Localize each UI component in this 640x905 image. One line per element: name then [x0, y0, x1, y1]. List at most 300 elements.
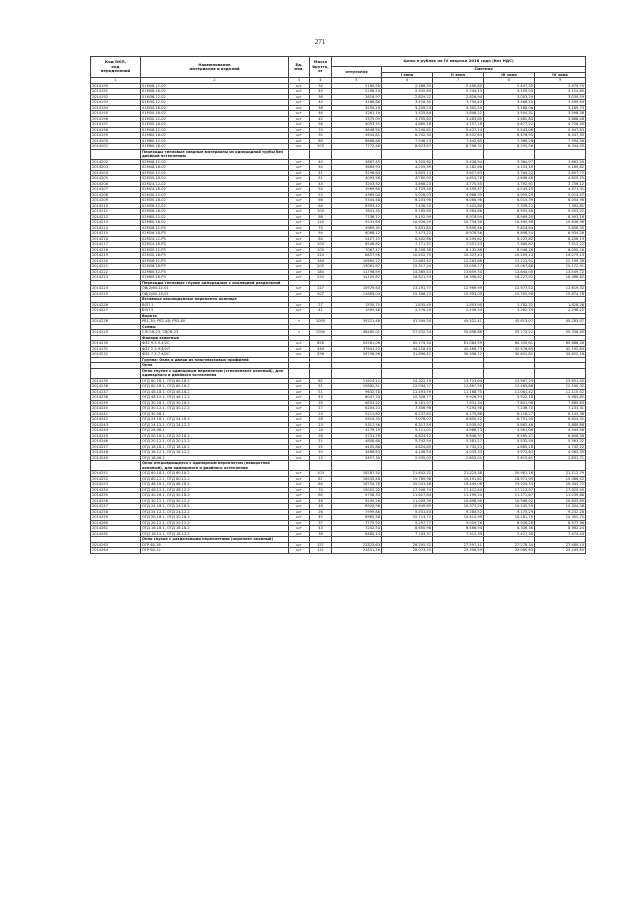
item-unit: шт	[289, 548, 310, 554]
price-wholesale: 7736,12	[332, 214, 382, 220]
price-zone-2: 16.398,82	[433, 275, 484, 281]
item-unit: шт	[289, 444, 310, 450]
price-wholesale: 10665,27	[332, 258, 382, 264]
price-wholesale: 12883,03	[332, 291, 382, 297]
item-code: 2014199	[91, 133, 141, 139]
item-mass: 203	[310, 264, 332, 270]
price-wholesale: 3466,63	[332, 450, 382, 456]
item-mass: 1000	[310, 319, 332, 325]
price-zone-2: 25.358,59	[433, 548, 484, 554]
item-unit: шт	[289, 242, 310, 248]
item-name: ОГД 48.18.1, ОГД 48.18.2	[141, 482, 289, 488]
price-wholesale: 9249,26	[332, 498, 382, 504]
item-code: 2014244	[91, 428, 141, 434]
item-name: 01М60.18-02	[141, 133, 289, 139]
price-wholesale: 6546,82	[332, 242, 382, 248]
item-unit: шт	[289, 395, 310, 401]
price-wholesale: 1530,75	[332, 302, 382, 308]
price-wholesale: 6668,86	[332, 138, 382, 144]
price-zone-1: 10.649,69	[382, 504, 433, 510]
item-code: 2014216	[91, 236, 141, 242]
section-title: Окна	[141, 363, 289, 369]
price-zone-2: 9.926,53	[433, 395, 484, 401]
price-zone-1: 20.041,46	[382, 482, 433, 488]
price-wholesale: 7772,46	[332, 144, 382, 150]
price-zone-3: 55.173,22	[484, 330, 535, 336]
item-code: 2014211	[91, 209, 141, 215]
item-code: 2014226	[91, 302, 141, 308]
price-wholesale: 39221,48	[332, 319, 382, 325]
item-name: 01М48.16-02	[141, 89, 289, 95]
header-mass: Масса брутто, кг	[310, 57, 332, 78]
price-zone-3: 5.532,59	[484, 439, 535, 445]
item-mass: 42	[310, 116, 332, 122]
item-code: 2014261	[91, 526, 141, 532]
item-code: 2014224	[91, 286, 141, 292]
item-code: 2014243	[91, 422, 141, 428]
price-table	[90, 56, 586, 554]
item-mass: 53	[310, 192, 332, 198]
header-code: Код ОКП, код переделений	[91, 57, 141, 78]
item-code: 2014195	[91, 111, 141, 117]
price-zone-2: 9.084,86	[433, 209, 484, 215]
price-zone-3: 13.567,29	[484, 378, 535, 384]
item-name: ОГД 24.12.1, ОГД 24.12.2	[141, 422, 289, 428]
item-name: 02М36.12-РЗ	[141, 258, 289, 264]
price-zone-4: 25.245,85	[535, 548, 586, 554]
item-mass: 157	[310, 542, 332, 548]
price-zone-3: 3.504,31	[484, 111, 535, 117]
price-zone-1: 13.191,77	[382, 286, 433, 292]
item-mass: 46	[310, 498, 332, 504]
item-code: 2014235	[91, 378, 141, 384]
item-mass: 103	[310, 471, 332, 477]
price-zone-1: 2.332,64	[382, 89, 433, 95]
price-zone-2: 7.512,39	[433, 531, 484, 537]
price-zone-2: 10.734,30	[433, 220, 484, 226]
price-zone-4: 6.606,34	[535, 433, 586, 439]
item-unit: шт	[289, 417, 310, 423]
price-zone-1: 8.623,47	[382, 144, 433, 150]
section-price-cell	[433, 149, 484, 159]
price-zone-3: 25.060,63	[484, 548, 535, 554]
price-zone-1: 3.209,23	[382, 105, 433, 111]
price-zone-3: 42.476,69	[484, 346, 535, 352]
price-zone-3: 60.339,61	[484, 341, 535, 347]
item-name: 02М24.18-02	[141, 187, 289, 193]
item-name: ОГД 18.18.1, ОГД 18.18.2	[141, 444, 289, 450]
price-zone-3: 9.175,29	[484, 509, 535, 515]
price-zone-3: 20.981,16	[484, 471, 535, 477]
price-wholesale: 3298,63	[332, 170, 382, 176]
item-mass: 41	[310, 308, 332, 314]
price-wholesale: 5919,35	[332, 417, 382, 423]
item-mass: 207	[310, 291, 332, 297]
price-zone-2: 5.690,46	[433, 225, 484, 231]
item-mass: 103	[310, 144, 332, 150]
item-unit: шт	[289, 247, 310, 253]
item-name: 02М30.18-02	[141, 198, 289, 204]
section-mass-cell	[310, 368, 332, 378]
item-mass: 826	[310, 341, 332, 347]
item-code: 2014248	[91, 450, 141, 456]
price-zone-4: 11.239,88	[535, 493, 586, 499]
price-zone-1: 31.896,41	[382, 352, 433, 358]
price-zone-2: 5.935,92	[433, 422, 484, 428]
price-zone-4: 10.352,75	[535, 515, 586, 521]
price-zone-4: 7.889,63	[535, 400, 586, 406]
item-unit: шт	[289, 236, 310, 242]
section-title: Окно открывающееся с одинарным переплетом (поворотное оконный), для одинарного и двойного остекления	[141, 461, 289, 471]
price-wholesale: 2160,50	[332, 83, 382, 89]
item-mass: 64	[310, 203, 332, 209]
item-unit: шт	[289, 515, 310, 521]
item-unit: шт	[289, 504, 310, 510]
price-zone-4: 3.189,73	[535, 105, 586, 111]
price-zone-3: 19.224,33	[484, 482, 535, 488]
price-zone-4: 8.993,16	[535, 214, 586, 220]
price-wholesale: 4093,56	[332, 176, 382, 182]
price-zone-3: 4.153,19	[484, 165, 535, 171]
header-zone-2: II зона	[433, 72, 484, 78]
price-zone-3: 5.624,64	[484, 225, 535, 231]
price-zone-1: 6.317,59	[382, 422, 433, 428]
item-unit: шт	[289, 111, 310, 117]
item-name: 02М60.12-РЗ	[141, 269, 289, 275]
price-wholesale: 4808,68	[332, 439, 382, 445]
price-zone-4: 9.232,28	[535, 509, 586, 515]
price-zone-1: 3.418,35	[382, 100, 433, 106]
price-wholesale: 1909,48	[332, 308, 382, 314]
price-wholesale: 4369,04	[332, 192, 382, 198]
price-zone-3: 8.292,56	[484, 144, 535, 150]
header-unit: Ед. изм.	[289, 57, 310, 78]
price-zone-1: 2.276,29	[382, 308, 433, 314]
item-code: 2014230	[91, 341, 141, 347]
header-name: Наименование материалов и изделий	[141, 57, 289, 78]
item-unit: шт	[289, 89, 310, 95]
price-zone-4: 3.598,38	[535, 111, 586, 117]
price-zone-2: 3.827,83	[433, 170, 484, 176]
item-code: 2014194	[91, 105, 141, 111]
price-zone-2: 1.803,90	[433, 302, 484, 308]
price-zone-3: 6.227,82	[484, 236, 535, 242]
item-code: 2014222	[91, 269, 141, 275]
price-zone-1: 26.295,52	[382, 542, 433, 548]
price-zone-4: 4.742,22	[535, 444, 586, 450]
price-zone-4: 10.633,69	[535, 498, 586, 504]
price-zone-4: 12.619,32	[535, 286, 586, 292]
item-name: 02М36.18-РЗ	[141, 264, 289, 270]
price-zone-4: 1.828,26	[535, 302, 586, 308]
section-price-cell	[433, 461, 484, 471]
price-zone-4: 19.086,92	[535, 476, 586, 482]
item-mass: 51	[310, 389, 332, 395]
price-zone-3: 7.366,28	[484, 138, 535, 144]
price-zone-2: 13.659,50	[433, 269, 484, 275]
section-title: Переходы тепловые глухие однорядные с изоляцией раздельной	[141, 280, 289, 286]
item-name: ОГД 18.06.1	[141, 455, 289, 461]
section-price-cell	[332, 149, 382, 159]
price-zone-1: 19.769,98	[382, 476, 433, 482]
price-zone-1: 5.851,81	[382, 225, 433, 231]
price-zone-4: 3.662,59	[535, 159, 586, 165]
item-mass: 74	[310, 127, 332, 133]
item-mass: 74	[310, 487, 332, 493]
item-name: 02М30.12-РЗ	[141, 247, 289, 253]
price-zone-3: 2.615,61	[484, 455, 535, 461]
price-zone-1: 2.935,03	[382, 455, 433, 461]
price-zone-1: 6.742,34	[382, 133, 433, 139]
price-zone-1: 3.525,84	[382, 111, 433, 117]
price-zone-3: 27.278,34	[484, 542, 535, 548]
item-name: СЛС18-23, СВСВ-23	[141, 330, 289, 336]
header-zone-3: III зона	[484, 72, 535, 78]
table-row	[91, 548, 586, 554]
item-name: 02М24.12-РЗ	[141, 236, 289, 242]
item-code: 2014217	[91, 242, 141, 248]
price-zone-3: 10.209,13	[484, 253, 535, 259]
section-price-cell	[332, 368, 382, 378]
price-zone-1: 15.317,24	[382, 264, 433, 270]
price-wholesale: 3261,19	[332, 111, 382, 117]
price-zone-3: 3.784,22	[484, 170, 535, 176]
price-zone-4: 9.053,22	[535, 209, 586, 215]
price-wholesale: 2206,54	[332, 89, 382, 95]
price-zone-1: 10.452,75	[382, 253, 433, 259]
price-wholesale: 4989,35	[332, 225, 382, 231]
price-zone-1: 2.829,22	[382, 94, 433, 100]
price-wholesale: 8857,96	[332, 253, 382, 259]
price-wholesale: 21831,26	[332, 548, 382, 554]
price-zone-1: 8.358,36	[382, 247, 433, 253]
price-zone-4: 6.547,35	[535, 133, 586, 139]
price-zone-3: 8.048,16	[484, 247, 535, 253]
section-price-cell	[535, 368, 586, 378]
item-code: 2014214	[91, 225, 141, 231]
item-mass: 15	[310, 455, 332, 461]
price-zone-3: 8.993,46	[484, 209, 535, 215]
item-unit: шт	[289, 542, 310, 548]
item-unit: шт	[289, 176, 310, 182]
price-zone-1: 10.328,77	[382, 395, 433, 401]
item-unit: шт	[289, 433, 310, 439]
price-zone-1: 17.908,74	[382, 487, 433, 493]
price-zone-1: 9.152,99	[382, 214, 433, 220]
item-name: ФЗ2 7.2-7.4/2С	[141, 352, 289, 358]
item-mass: 37	[310, 520, 332, 526]
price-zone-3: 6.791,90	[484, 417, 535, 423]
price-zone-4: 8.090,16	[535, 247, 586, 253]
item-name: 02М48.18-02	[141, 165, 289, 171]
item-mass: 25	[310, 444, 332, 450]
price-zone-3: 12.121,91	[484, 258, 535, 264]
price-zone-4: 10.275,13	[535, 253, 586, 259]
item-code: 2014238	[91, 395, 141, 401]
item-code: 2014206	[91, 181, 141, 187]
price-zone-3: 7.339,22	[484, 203, 535, 209]
item-code: 2014220	[91, 258, 141, 264]
price-zone-4: 4.944,48	[535, 428, 586, 434]
price-zone-1: 10.713,72	[382, 515, 433, 521]
section-price-cell	[484, 368, 535, 378]
item-unit: шт	[289, 159, 310, 165]
price-zone-2: 10.410,99	[433, 515, 484, 521]
item-code: 2014259	[91, 515, 141, 521]
item-mass: 120	[310, 220, 332, 226]
item-code: 2014239	[91, 400, 141, 406]
item-unit: шт	[289, 138, 310, 144]
item-name: 01М30.18-02	[141, 122, 289, 128]
item-code: 2014201	[91, 144, 141, 150]
price-zone-1: 11.009,39	[382, 498, 433, 504]
price-zone-4: 42.192,83	[535, 346, 586, 352]
price-wholesale: 7067,17	[332, 247, 382, 253]
price-zone-2: 6.552,65	[433, 133, 484, 139]
price-zone-3: 1.782,32	[484, 302, 535, 308]
item-code: 2014236	[91, 384, 141, 390]
item-code: 2014232	[91, 352, 141, 358]
item-unit: шт	[289, 422, 310, 428]
item-unit: шт	[289, 192, 310, 198]
price-wholesale: 7775,92	[332, 520, 382, 526]
item-name: ОГД 60.18.1, ОГД 60.18.2	[141, 378, 289, 384]
price-zone-3: 6.015,39	[484, 198, 535, 204]
price-zone-2: 45.522,41	[433, 319, 484, 325]
price-zone-3: 3.384,97	[484, 159, 535, 165]
price-zone-4: 2.296,22	[535, 308, 586, 314]
section-title: Переходы тепловые сварные материалы из однородной трубы без двойной остеклению	[141, 149, 289, 159]
price-wholesale: 7999,86	[332, 509, 382, 515]
item-code: 2014237	[91, 389, 141, 395]
item-mass: 220	[310, 275, 332, 281]
price-zone-4: 9.983,82	[535, 395, 586, 401]
section-title: Группа: Окна и двери из пластмассовых профилей	[141, 357, 289, 363]
header-prices: Цены в рублях на IV квартал 2016 года (без НДС)	[332, 57, 586, 67]
price-wholesale: 8920,98	[332, 504, 382, 510]
item-mass: 34	[310, 83, 332, 89]
price-zone-1: 7.076,07	[382, 417, 433, 423]
price-wholesale: 3253,32	[332, 181, 382, 187]
item-mass: 44	[310, 100, 332, 106]
price-zone-3: 8.926,28	[484, 520, 535, 526]
item-mass: 66	[310, 198, 332, 204]
section-unit-cell	[289, 368, 310, 378]
item-unit: т	[289, 319, 310, 325]
price-zone-2: 5.581,27	[433, 439, 484, 445]
price-zone-4: 5.880,88	[535, 422, 586, 428]
item-mass: 444	[310, 346, 332, 352]
item-code: 2014213	[91, 220, 141, 226]
price-zone-4: 55.336,45	[535, 330, 586, 336]
price-zone-3: 10.592,98	[484, 220, 535, 226]
price-wholesale: 3969,60	[332, 187, 382, 193]
section-title: Окно глухое с раздельными переплетами (переплет оконный)	[141, 537, 289, 543]
item-name: 02М36.12-02	[141, 203, 289, 209]
item-mass: 43	[310, 395, 332, 401]
price-zone-2: 61.084,59	[433, 341, 484, 347]
item-code: 2014221	[91, 264, 141, 270]
item-mass: 121	[310, 548, 332, 554]
item-unit: шт	[289, 378, 310, 384]
item-code: 2014228	[91, 319, 141, 325]
colnum: 1	[91, 78, 141, 84]
price-zone-4: 6.824,31	[535, 417, 586, 423]
price-wholesale: 3375,09	[332, 116, 382, 122]
section-title: Фонари зенитные	[141, 335, 289, 341]
price-zone-4: 7.512,22	[535, 242, 586, 248]
item-name: ВОП 2	[141, 308, 289, 314]
price-zone-3: 4.608,46	[484, 176, 535, 182]
price-zone-4: 8.362,24	[535, 526, 586, 532]
price-zone-2: 2.249,34	[433, 308, 484, 314]
price-zone-4: 8.344,45	[535, 144, 586, 150]
item-code: 2014215	[91, 231, 141, 237]
price-zone-3: 30.641,81	[484, 352, 535, 358]
item-mass: 44	[310, 181, 332, 187]
price-zone-1: 5.290,61	[382, 127, 433, 133]
price-zone-3: 7.427,39	[484, 531, 535, 537]
price-zone-3: 6.116,17	[484, 411, 535, 417]
price-zone-1: 5.026,03	[382, 192, 433, 198]
item-unit: шт	[289, 187, 310, 193]
price-zone-4: 3.490,94	[535, 100, 586, 106]
price-zone-4: 19.343,72	[535, 482, 586, 488]
price-zone-2: 15.056,17	[433, 264, 484, 270]
price-zone-4: 21.112,79	[535, 471, 586, 477]
price-zone-3: 3.792,91	[484, 181, 535, 187]
price-zone-4: 4.062,35	[535, 450, 586, 456]
price-zone-2: 2.744,13	[433, 89, 484, 95]
item-name: 01М30.12-02	[141, 116, 289, 122]
item-unit: шт	[289, 302, 310, 308]
colnum: 9	[535, 78, 586, 84]
item-unit: шт	[289, 133, 310, 139]
price-zone-2: 10.327,43	[433, 253, 484, 259]
item-unit: шт	[289, 476, 310, 482]
item-name: 02М36.18-02	[141, 209, 289, 215]
item-name: ОГД 30.06.1	[141, 411, 289, 417]
price-wholesale: 6482,14	[332, 531, 382, 537]
section-row	[91, 461, 586, 471]
price-zone-1: 12.663,42	[382, 258, 433, 264]
price-zone-2: 27.597,11	[433, 542, 484, 548]
item-mass: 80	[310, 138, 332, 144]
price-zone-4: 5.656,35	[535, 225, 586, 231]
price-zone-4: 5.947,63	[535, 127, 586, 133]
price-wholesale: 10862,51	[332, 384, 382, 390]
item-code: 2014252	[91, 476, 141, 482]
item-name: ОГД 18.12.1, ОГД 18.12.2	[141, 450, 289, 456]
item-mass: 75	[310, 225, 332, 231]
price-zone-2: 12.969,99	[433, 286, 484, 292]
section-price-cell	[433, 368, 484, 378]
price-zone-4: 3.756,12	[535, 181, 586, 187]
item-unit: шт	[289, 341, 310, 347]
item-mass: 35	[310, 400, 332, 406]
item-name: ОГР 60.12	[141, 548, 289, 554]
item-mass: 18	[310, 428, 332, 434]
price-zone-1: 7.438,20	[382, 203, 433, 209]
price-wholesale: 3669,93	[332, 165, 382, 171]
item-mass: 23	[310, 422, 332, 428]
price-zone-2: 10.373,24	[433, 504, 484, 510]
item-mass: 38	[310, 105, 332, 111]
price-zone-2: 21.223,38	[433, 471, 484, 477]
price-wholesale: 2867,45	[332, 159, 382, 165]
price-zone-1: 15.308,23	[382, 291, 433, 297]
price-zone-1: 14.365,53	[382, 269, 433, 275]
